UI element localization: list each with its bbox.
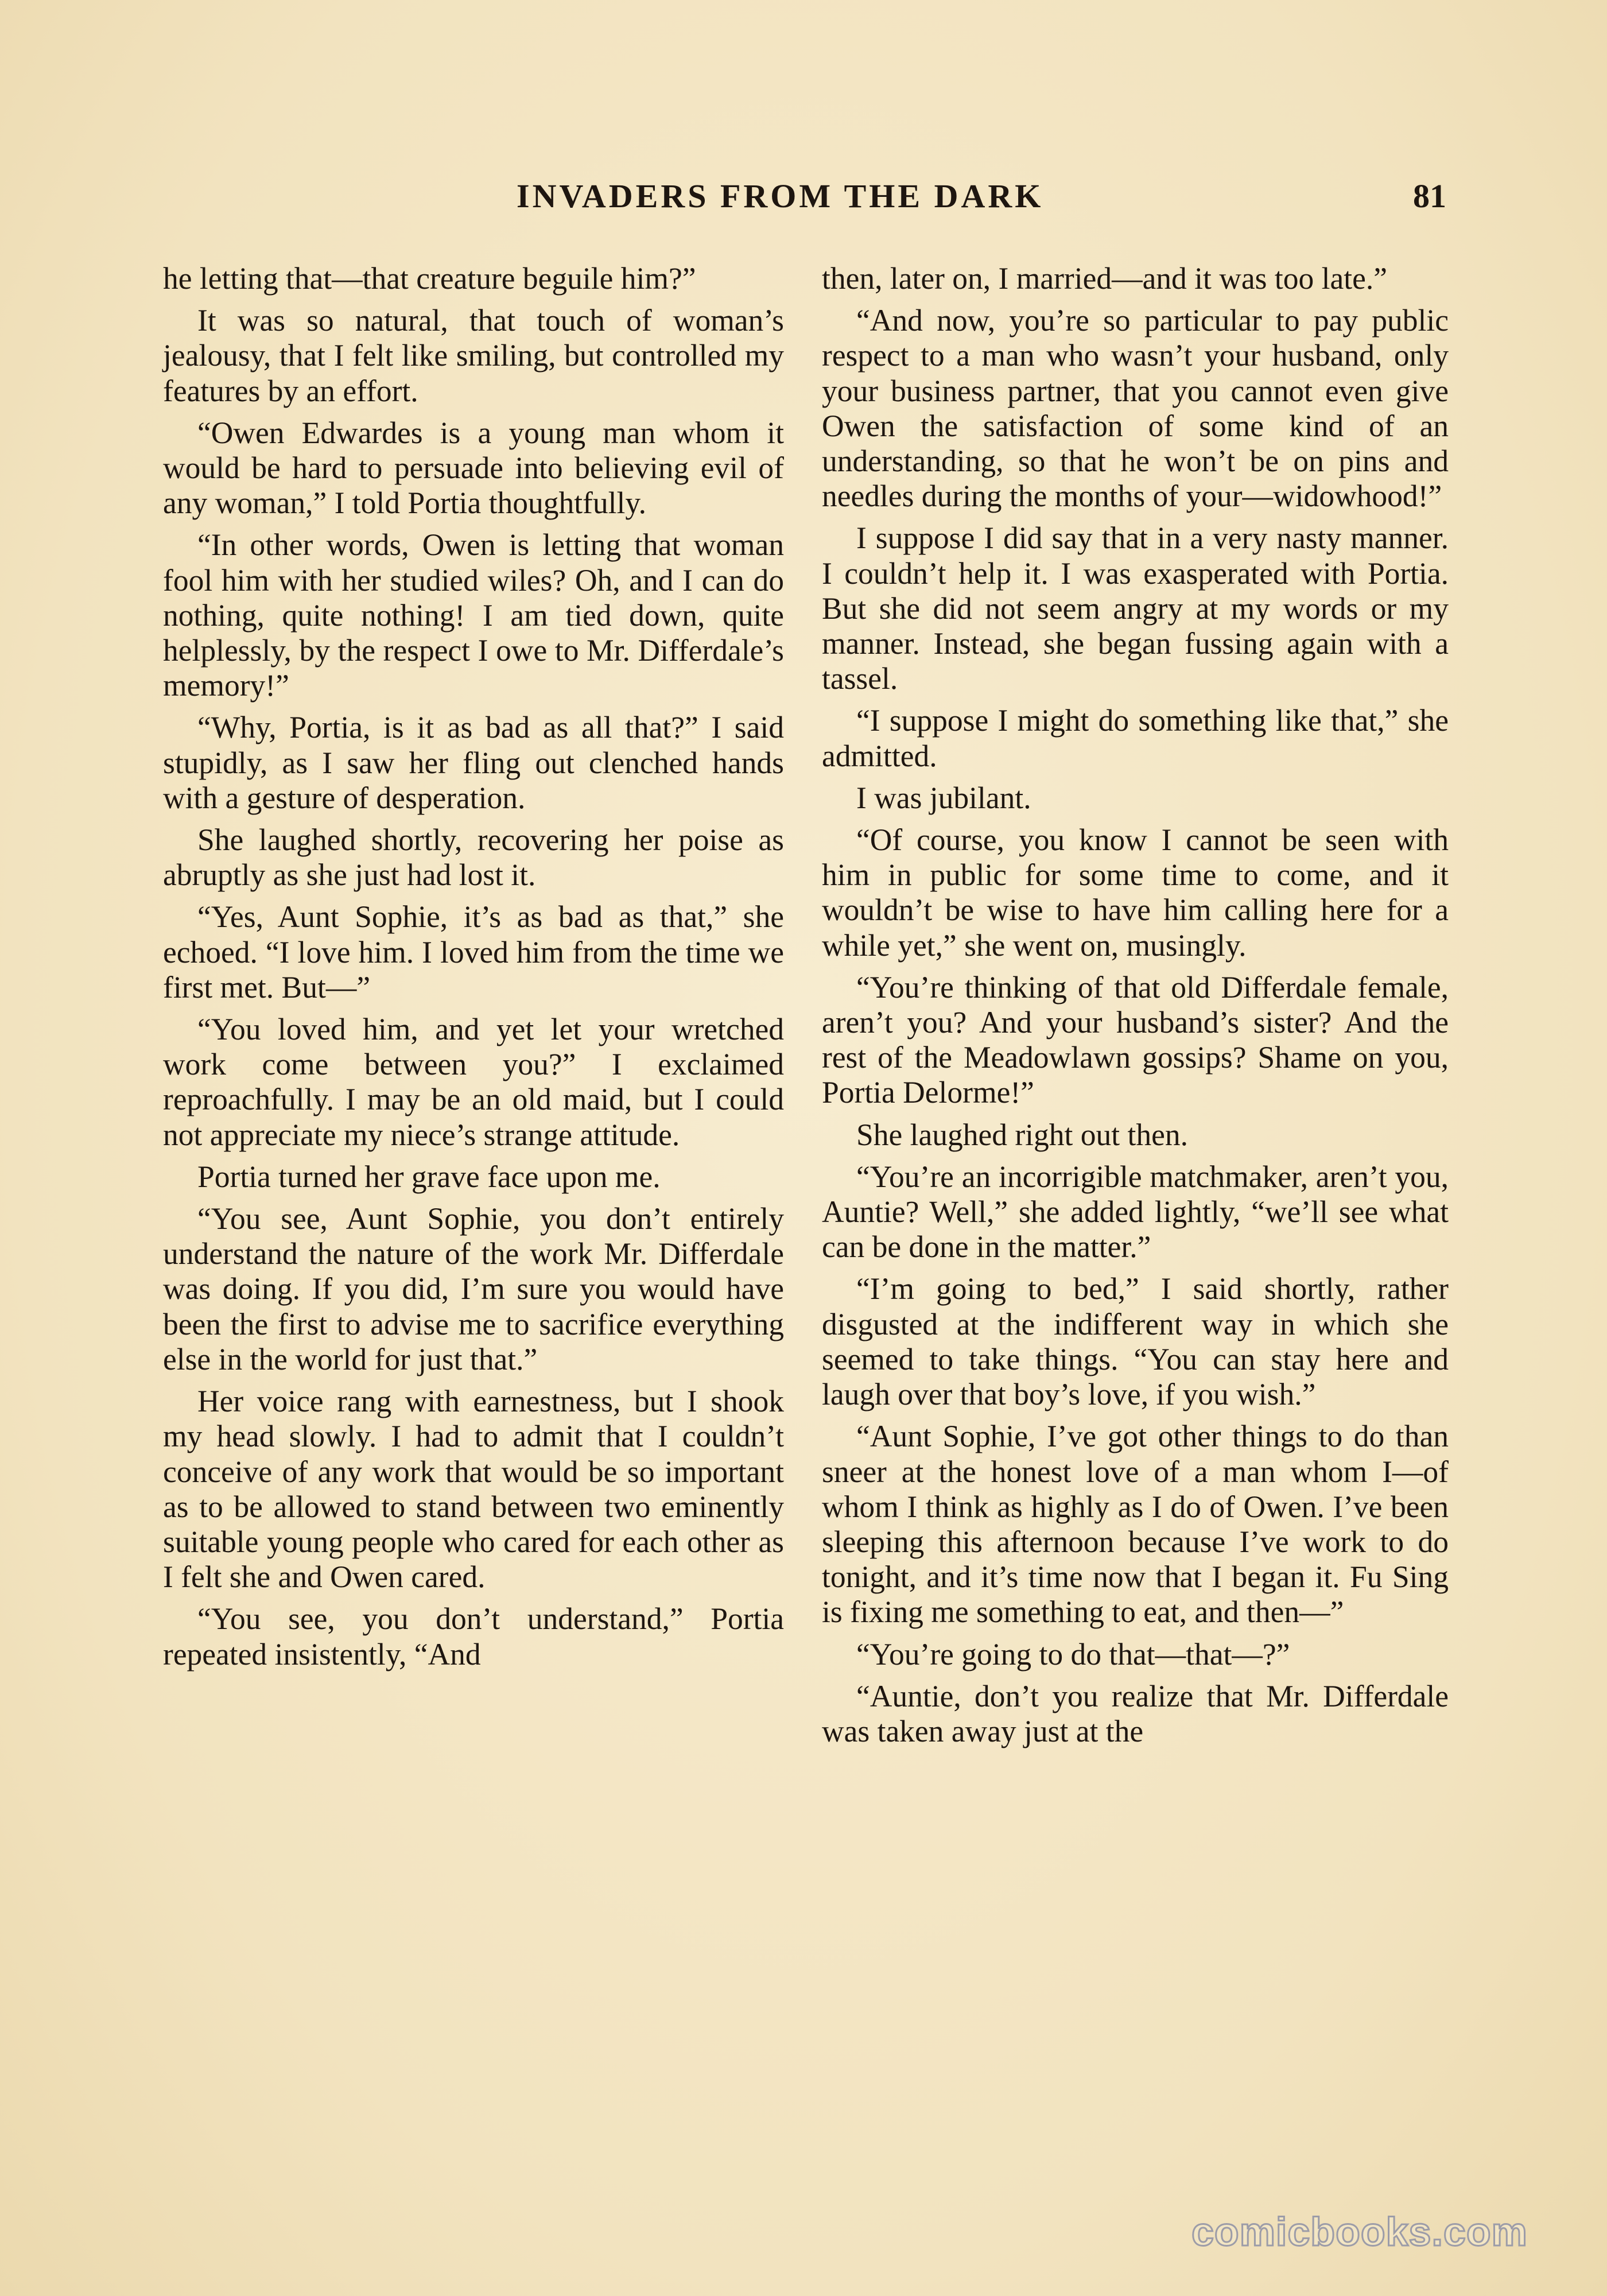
running-title: INVADERS FROM THE DARK (517, 177, 1044, 215)
paragraph: “Yes, Aunt Sophie, it’s as bad as that,” she echoed. “I love him. I loved him from the time we first met. But—” (163, 899, 784, 1004)
paragraph: then, later on, I married—and it was too late.” (822, 261, 1387, 296)
paragraph: I suppose I did say that in a very nasty manner. I couldn’t help it. I was exasperated with Portia. But she did not seem angry at my words or my manner. Instead, she began fussing again with a tassel. (822, 521, 1449, 696)
page-number: 81 (1413, 177, 1446, 215)
left-column (163, 261, 784, 1679)
paragraph: “You see, Aunt Sophie, you don’t entirely understand the nature of the work Mr. Differdale was doing. If you did, I’m sure you would have been the first to advise me to sacrifice everything else in the world for just that.” (163, 1201, 784, 1376)
paragraph: “Of course, you know I cannot be seen with him in public for some time to come, and it wouldn’t be wise to have him calling here for a while yet,” she went on, musingly. (822, 823, 1449, 963)
paragraph: Portia turned her grave face upon me. (197, 1159, 661, 1194)
watermark: comicbooks.com (1191, 2209, 1528, 2254)
paragraph: “I suppose I might do something like that,” she admitted. (822, 703, 1449, 773)
paragraph: She laughed shortly, recovering her poise as abruptly as she just had lost it. (163, 823, 784, 893)
paragraph: “Owen Edwardes is a young man whom it would be hard to persuade into believing evil of any woman,” I told Portia thoughtfully. (163, 415, 784, 521)
paragraph: It was so natural, that touch of woman’s jealousy, that I felt like smiling, but controlled my features by an effort. (163, 303, 784, 408)
paragraph: “I’m going to bed,” I said shortly, rather disgusted at the indifferent way in which she seemed to take things. “You can stay here and laugh over that boy’s love, if you wish.” (822, 1271, 1449, 1412)
paragraph: “You’re an incorrigible matchmaker, aren’t you, Auntie? Well,” she added lightly, “we’ll see what can be done in the matter.” (822, 1159, 1449, 1265)
paragraph: Her voice rang with earnestness, but I shook my head slowly. I had to admit that I couldn’t conceive of any work that would be so important as to be allowed to stand between two eminently suitable young people who cared for each other as I felt she and Owen cared. (163, 1384, 784, 1595)
paragraph: “In other words, Owen is letting that woman fool him with her studied wiles? Oh, and I can do nothing, quite nothing! I am tied down, quite helplessly, by the respect I owe to Mr. Differdale’s memory!” (163, 528, 784, 703)
paragraph: “And now, you’re so particular to pay public respect to a man who wasn’t your husband, only your business partner, that you cannot even give Owen the satisfaction of some kind of an understanding, so that he won’t be on pins and needles during the months of your—widowhood!” (822, 303, 1449, 514)
paragraph: “Aunt Sophie, I’ve got other things to do than sneer at the honest love of a man whom I—of whom I think as highly as I do of Owen. I’ve been sleeping this afternoon because I’ve work to do tonight, and it’s time now that I began it. Fu Sing is fixing me something to eat, and then—” (822, 1419, 1449, 1630)
paragraph: “You’re going to do that—that—?” (856, 1636, 1290, 1671)
paragraph: he letting that—that creature beguile him?” (163, 261, 696, 296)
paragraph: “Why, Portia, is it as bad as all that?” I said stupidly, as I saw her fling out clenched hands with a gesture of desperation. (163, 710, 784, 815)
right-column (822, 261, 1449, 1756)
paragraph: “You’re thinking of that old Differdale female, aren’t you? And your husband’s sister? And the rest of the Meadowlawn gossips? Shame on you, Portia Delorme!” (822, 969, 1449, 1110)
paragraph: I was jubilant. (856, 780, 1031, 815)
paragraph: “You loved him, and yet let your wretched work come between you?” I exclaimed reproachfully. I may be an old maid, but I could not appreciate my niece’s strange attitude. (163, 1012, 784, 1152)
paragraph: She laughed right out then. (856, 1117, 1188, 1152)
paragraph: “You see, you don’t understand,” Portia repeated insistently, “And (163, 1601, 784, 1671)
paragraph: “Auntie, don’t you realize that Mr. Differdale was taken away just at the (822, 1678, 1449, 1748)
